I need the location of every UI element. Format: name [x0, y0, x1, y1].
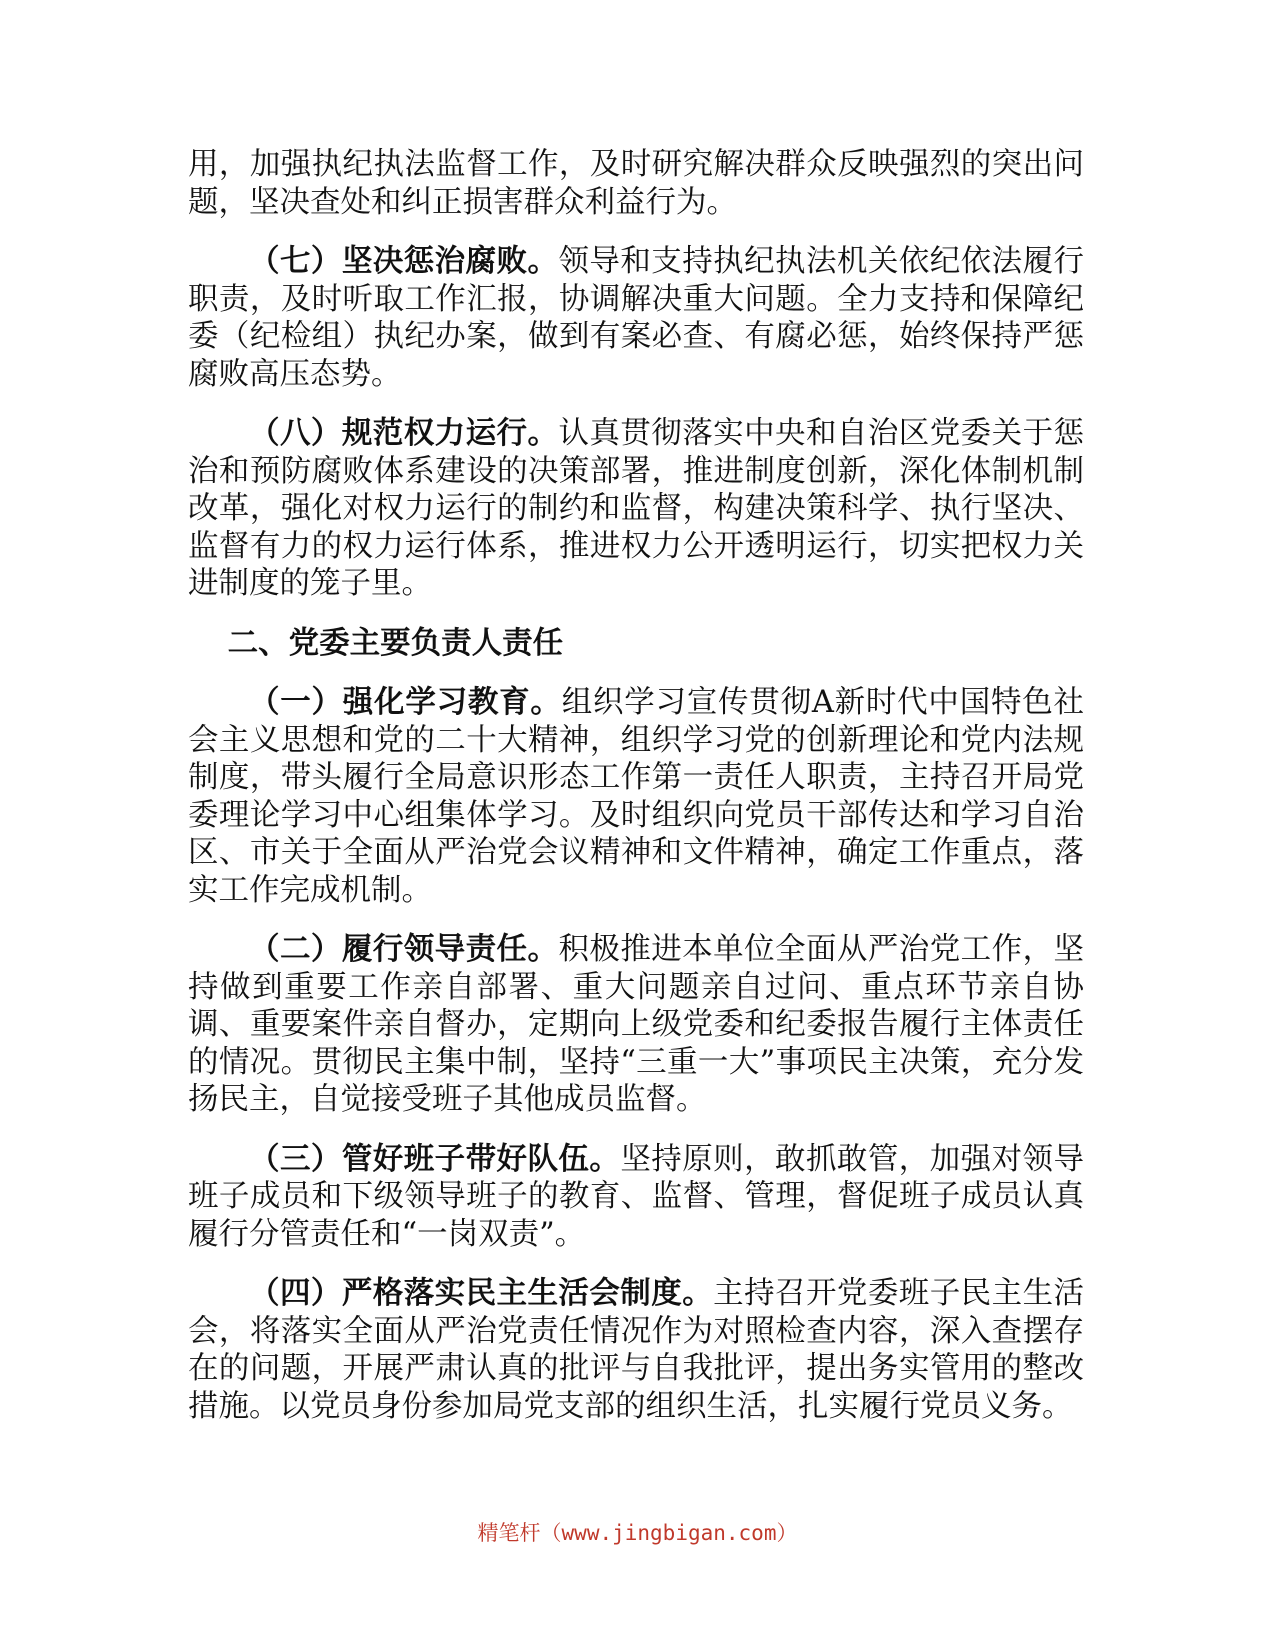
paragraph-lead: （二）履行领导责任。	[249, 931, 559, 967]
paragraph-body: 认真贯彻落实中央和自治区党委关于惩治和预防腐败体系建设的决策部署，推进制度创新，深化体制机制改革，强化对权力运行的制约和监督，构建决策科学、执行坚决、监督有力的权力运行体系，推进权力公开透明运行，切实把权力关进制度的笼子里。	[188, 416, 1085, 601]
paragraph-body: 坚持原则，敢抓敢管，加强对领导班子成员和下级领导班子的教育、监督、管理，督促班子成员认真履行分管责任和“一岗双责”。	[188, 1141, 1085, 1252]
paragraph-body: 组织学习宣传贯彻A新时代中国特色社会主义思想和党的二十大精神，组织学习党的创新理论和党内法规制度，带头履行全局意识形态工作第一责任人职责，主持召开局党委理论学习中心组集体学习。及时组织向党员干部传达和学习自治区、市关于全面从严治党会议精神和文件精神，确定工作重点，落实工作完成机制。	[188, 685, 1085, 908]
paragraph-regulate-power	[188, 415, 1084, 603]
paragraph-body: 领导和支持执纪执法机关依纪依法履行职责，及时听取工作汇报，协调解决重大问题。全力支持和保障纪委（纪检组）执纪办案，做到有案必查、有腐必惩，始终保持严惩腐败高压态势。	[188, 244, 1085, 392]
paragraph-body: 积极推进本单位全面从严治党工作，坚持做到重要工作亲自部署、重大问题亲自过问、重点环节亲自协调、重要案件亲自督办，定期向上级党委和纪委报告履行主体责任的情况。贯彻民主集中制，坚持“三重一大”事项民主决策，充分发扬民主，自觉接受班子其他成员监督。	[188, 932, 1085, 1117]
paragraph-leadership-duty	[188, 931, 1084, 1119]
paragraph-body: 用，加强执纪执法监督工作，及时研究解决群众反映强烈的突出问题，坚决查处和纠正损害群众利益行为。	[188, 147, 1084, 220]
paragraph-study-education	[188, 684, 1084, 909]
footer-watermark-link[interactable]: 精笔杆（www.jingbigan.com）	[477, 1521, 798, 1545]
section-heading: 二、党委主要负责人责任	[227, 624, 564, 661]
paragraph-lead: （八）规范权力运行。	[249, 415, 559, 451]
paragraph-democratic-life	[188, 1275, 1084, 1425]
document-body	[188, 146, 1084, 1447]
paragraph-manage-team	[188, 1141, 1084, 1254]
paragraph-punish-corruption	[188, 243, 1084, 393]
paragraph-body: 主持召开党委班子民主生活会，将落实全面从严治党责任情况作为对照检查内容，深入查摆存在的问题，开展严肃认真的批评与自我批评，提出务实管用的整改措施。以党员身份参加局党支部的组织生活，扎实履行党员义务。	[188, 1276, 1085, 1424]
paragraph-lead: （七）坚决惩治腐败。	[249, 243, 559, 279]
paragraph-lead: （一）强化学习教育。	[249, 684, 562, 720]
paragraph-lead: （四）严格落实民主生活会制度。	[249, 1275, 714, 1311]
paragraph-lead: （三）管好班子带好队伍。	[249, 1140, 621, 1177]
paragraph-continuation	[188, 146, 1084, 221]
